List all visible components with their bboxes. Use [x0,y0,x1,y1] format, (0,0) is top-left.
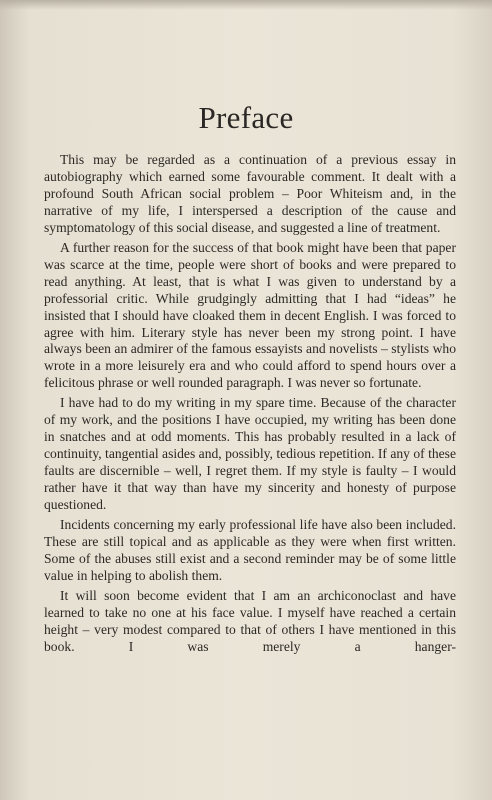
page-title: Preface [198,100,294,135]
paragraph-3: I have had to do my writing in my spare time. Because of the character of my work, and the positions I have occupied, my writing has been done in snatches and at odd moments. This has probably resulted in a lack of continuity, tangential asides and, possibly, tedious repetition. If any of these faults are discernible – well, I regret them. If my style is faulty – I would rather have it that way than have my sincerity and honesty of purpose questioned. [44,395,456,513]
preface-body [44,152,456,659]
paragraph-1: This may be regarded as a continuation of a previous essay in autobiography which earned some favourable comment. It dealt with a profound South African social problem – Poor Whiteism and, in the narrative of my life, I interspersed a description of the cause and symptomatology of this social disease, and suggested a line of treatment. [44,152,456,235]
paragraph-2: A further reason for the success of that book might have been that paper was scarce at the time, people were short of books and were prepared to read anything. At least, that is what I was given to understand by a professorial critic. While grudgingly admitting that I had “ideas” he insisted that I should have cloaked them in decent English. I was forced to agree with him. Literary style has never been my strong point. I have always been an admirer of the famous essayists and novelists – stylists who wrote in a more leisurely era and who could afford to spend hours over a felicitous phrase or well rounded paragraph. I was never so fortunate. [44,239,456,391]
paragraph-5: It will soon become evident that I am an archiconoclast and have learned to take no one at his face value. I myself have reached a certain height – very modest compared to that of others I have mentioned in this book. I was merely a hanger- [44,587,456,654]
page-top-shadow [0,0,492,10]
paragraph-4: Incidents concerning my early professional life have also been included. These are still topical and as applicable as they were when first written. Some of the abuses still exist and a second reminder may be of some little value in helping to abolish them. [44,517,456,583]
